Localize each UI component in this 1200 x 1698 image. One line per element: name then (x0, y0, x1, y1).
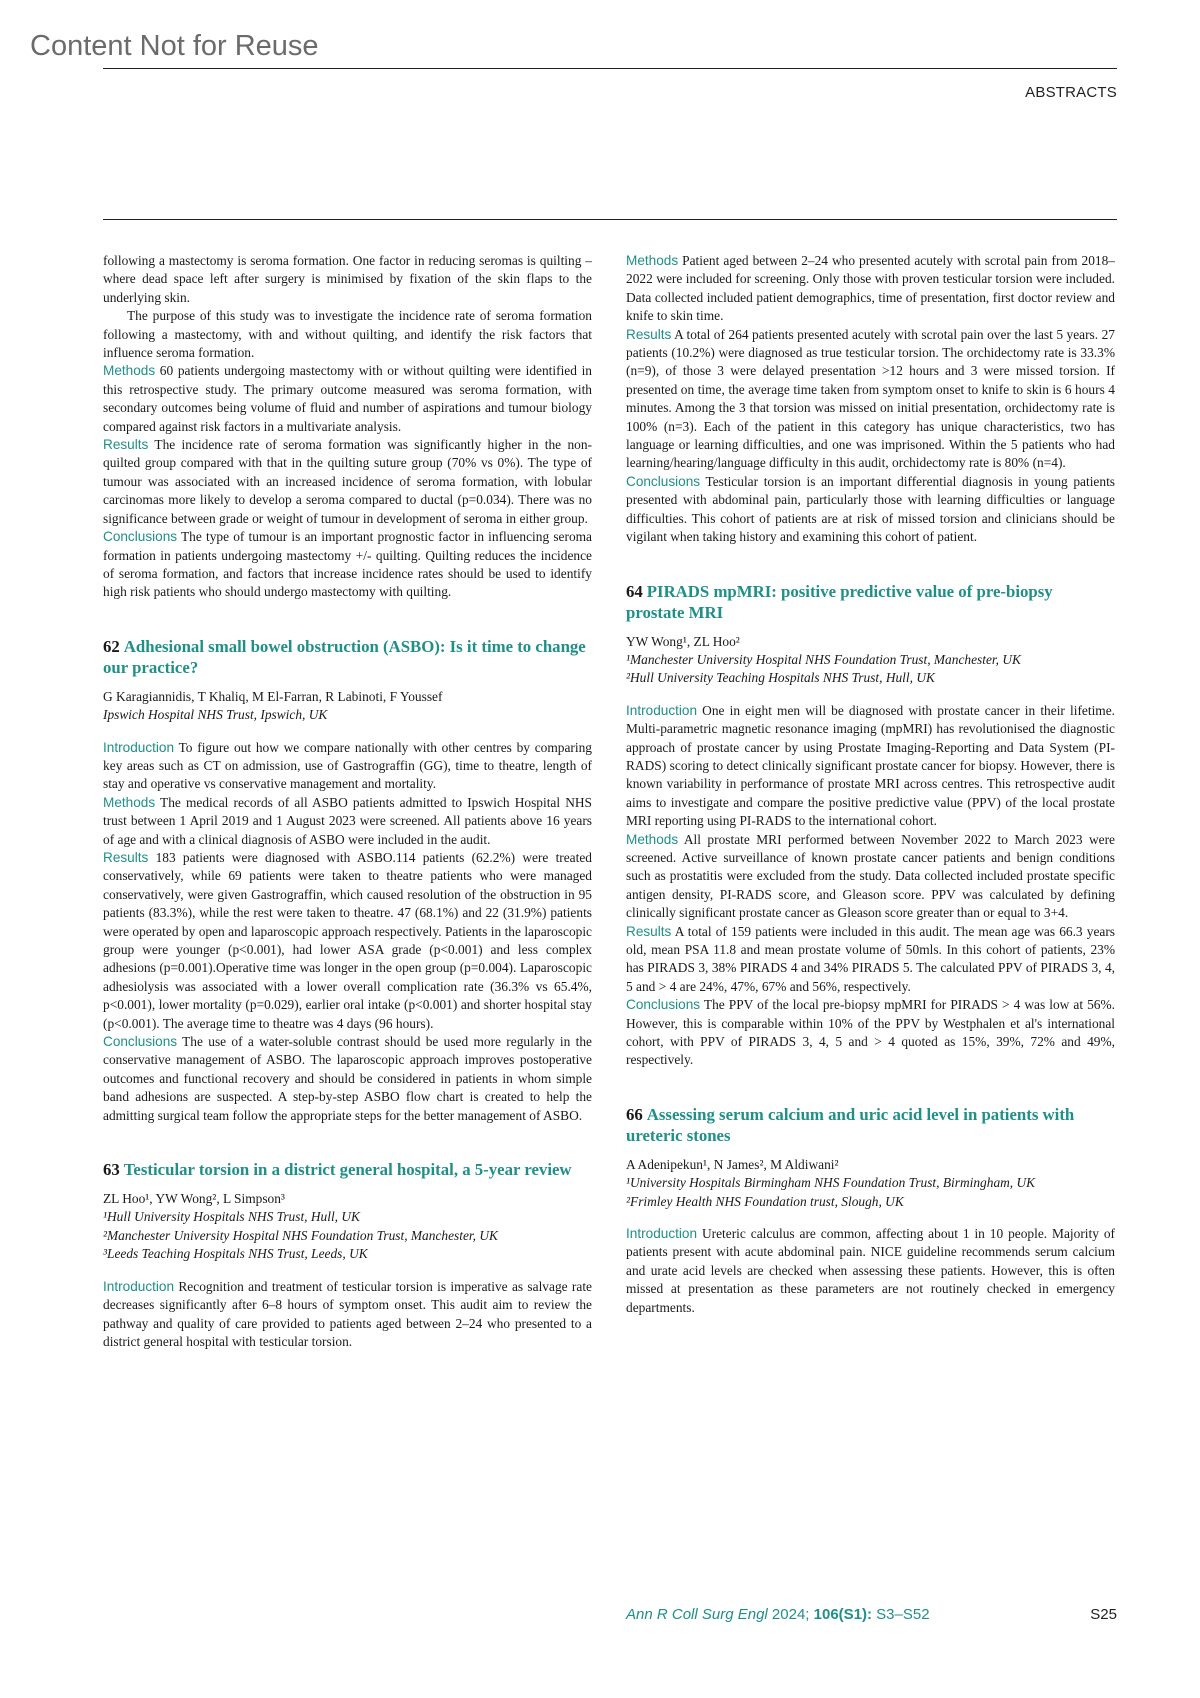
abstract-63-affiliation-3: ³Leeds Teaching Hospitals NHS Trust, Leeds, UK (103, 1246, 368, 1262)
abstract-63-affiliation-1: ¹Hull University Hospitals NHS Trust, Hull, UK (103, 1209, 360, 1225)
content-top-rule (103, 219, 1117, 220)
footer-journal-name: Ann R Coll Surg Engl (626, 1606, 768, 1623)
results-label: Results (103, 849, 149, 865)
abstract-63-affiliation-2: ²Manchester University Hospital NHS Foundation Trust, Manchester, UK (103, 1227, 498, 1243)
abstract-66-introduction (626, 1225, 1115, 1317)
abstract-number: 66 (626, 1104, 643, 1124)
footer-pages: S3–S52 (876, 1606, 930, 1623)
abstract-66-title (626, 1104, 1115, 1146)
methods-label: Methods (103, 363, 156, 379)
abstract-61-paragraph-1: following a mastectomy is seroma formation. One factor in reducing seromas is quilting – where dead space left after surgery is minimised by fixation of the skin flaps to the underlying skin. (103, 253, 592, 305)
results-text: The incidence rate of seroma formation was significantly higher in the non-quilted group compared with that in the quilting suture group (70% vs 0%). The type of tumour was associated with an increased incidence of seroma formation, with lobular carcinomas more likely to develop a seroma compared to ductal (p=0.034). There was no significance between grade or weight of tumour in development of seroma in either group. (103, 437, 592, 526)
conclusions-label: Conclusions (626, 473, 701, 489)
abstract-63-continuation (626, 252, 1115, 547)
abstract-66-affiliation-1: ¹University Hospitals Birmingham NHS Foundation Trust, Birmingham, UK (626, 1175, 1036, 1191)
results-label: Results (626, 326, 672, 342)
introduction-text: Recognition and treatment of testicular torsion is imperative as salvage rate decreases significantly after 6–8 hours of symptom onset. This audit aim to review the pathway and quality of care provided to patients aged between 2–24 who presented to a district general hospital with testicular torsion. (103, 1278, 592, 1349)
methods-label: Methods (626, 253, 679, 268)
title-text: PIRADS mpMRI: positive predictive value of pre-biopsy prostate MRI (626, 581, 1053, 622)
abstract-64-title (626, 581, 1115, 623)
abstract-62-introduction (103, 739, 592, 794)
methods-label: Methods (103, 794, 156, 810)
methods-label: Methods (626, 831, 679, 847)
methods-text: 60 patients undergoing mastectomy with or without quilting were identified in this retrospective study. The primary outcome measured was seroma formation, with secondary outcomes being volume of fluid and number of aspirations and tumour biology compared against risk factors in a multivariate analysis. (103, 363, 592, 434)
conclusions-label: Conclusions (103, 529, 178, 545)
abstract-number: 62 (103, 636, 120, 656)
abstract-64-methods (626, 831, 1115, 923)
introduction-text: Ureteric calculus are common, affecting about 1 in 10 people. Majority of patients present with acute abdominal pain. NICE guideline recommends serum calcium and urate acid levels are checked when assessing these patients. However, this is often missed at presentation as these parameters are not routinely checked in emergency departments. (626, 1226, 1115, 1315)
abstract-number: 63 (103, 1160, 120, 1180)
title-text: Adhesional small bowel obstruction (ASBO): Is it time to change our practice? (103, 636, 586, 677)
abstract-64-conclusions (626, 996, 1115, 1070)
results-text: 183 patients were diagnosed with ASBO.114 patients (62.2%) were treated conservatively, while 69 patients were taken to theatre patients who were managed conservatively, were given Gastrograffin, which caused resolution of the obstruction in 95 patients (83.3%), while the rest were taken to theatre. 47 (68.1%) and 22 (31.9%) patients were operated by open and laparoscopic approach respectively. Patients in the laparoscopic group were younger (p<0.001), had lower ASA grade (p<0.001) and less complex adhesions (p=0.001).Operative time was longer in the open group (p=0.004). Laparoscopic adhesiolysis was associated with a lower overall complication rate (36.3% vs 65.4%, p<0.001), lower mortality (p=0.029), earlier oral intake (p<0.001) and shorter hospital stay (p<0.001). The average time to theatre was 4 days (96 hours). (103, 849, 592, 1031)
footer-year: 2024; (771, 1606, 810, 1623)
methods-text: All prostate MRI performed between November 2022 to March 2023 were screened. Active surveillance of known prostate cancer patients and benign conditions such as prostatitis were excluded from the study. Data collected included prostate specific antigen density, PI-RADS score, and Gleason score. PPV was calculated by defining clinically significant prostate cancer as Gleason score greater than or equal to 3+4. (626, 831, 1115, 921)
introduction-label: Introduction (103, 1278, 175, 1294)
abstract-66 (626, 1104, 1115, 1317)
abstract-64-affiliation-1: ¹Manchester University Hospital NHS Foundation Trust, Manchester, UK (626, 651, 1021, 667)
footer-citation (626, 1606, 930, 1623)
abstract-64-introduction (626, 702, 1115, 831)
abstract-62-title (103, 636, 592, 678)
introduction-label: Introduction (626, 702, 698, 718)
abstract-64-authors: YW Wong¹, ZL Hoo² (626, 633, 740, 649)
abstract-66-affiliation-2: ²Frimley Health NHS Foundation trust, Slough, UK (626, 1193, 904, 1209)
section-label: ABSTRACTS (1025, 84, 1117, 101)
page-number: S25 (1090, 1606, 1117, 1623)
methods-text: The medical records of all ASBO patients admitted to Ipswich Hospital NHS trust between 1 April 2019 and 1 August 2023 were screened. All patients above 16 years of age and with a clinical diagnosis of ASBO were included in the audit. (103, 794, 592, 847)
abstract-63-results (626, 326, 1115, 473)
title-text: Testicular torsion in a district general hospital, a 5-year review (123, 1160, 572, 1180)
abstract-62-results (103, 849, 592, 1033)
abstract-64-affiliation-2: ²Hull University Teaching Hospitals NHS Trust, Hull, UK (626, 670, 935, 686)
abstract-62-conclusions (103, 1033, 592, 1125)
results-text: A total of 159 patients were included in this audit. The mean age was 66.3 years old, mean PSA 11.8 and mean prostate volume of 50mls. In this cohort of patients, 23% has PIRADS 3, 38% PIRADS 4 and 34% PIRADS 5. The calculated PPV of PIRADS 3, 4, 5 and > 4 are 24%, 47%, 67% and 56%, respectively. (626, 923, 1116, 994)
introduction-label: Introduction (103, 739, 175, 755)
left-column (103, 252, 592, 1351)
abstract-62-authors: G Karagiannidis, T Khaliq, M El-Farran, R Labinoti, F Youssef (103, 688, 443, 704)
abstract-63-conclusions (626, 473, 1115, 547)
abstract-61-paragraph-2: The purpose of this study was to investigate the incidence rate of seroma formation following a mastectomy, with and without quilting, and identify the risk factors that influence seroma formation. (103, 308, 592, 361)
abstract-61-conclusions (103, 528, 592, 602)
conclusions-text: The use of a water-soluble contrast should be used more regularly in the conservative management of ASBO. The laparoscopic approach improves postoperative outcomes and functional recovery and should be considered in patients in whom simple band adhesions are suspected. A step-by-step ASBO flow chart is created to help the admitting surgical team follow the appropriate steps for the better management of ASBO. (103, 1034, 592, 1123)
introduction-label: Introduction (626, 1226, 698, 1242)
watermark-text: Content Not for Reuse (30, 30, 319, 62)
abstract-63-methods (626, 252, 1115, 326)
abstract-61-continuation (103, 252, 592, 602)
introduction-text: To figure out how we compare nationally with other centres by comparing key areas such as CT on admission, use of Gastrograffin (GG), time to theatre, length of stay and operative vs conservative management and mortality. (103, 739, 593, 792)
abstract-63-authors: ZL Hoo¹, YW Wong², L Simpson³ (103, 1191, 285, 1207)
methods-text: Patient aged between 2–24 who presented acutely with scrotal pain from 2018–2022 were included for screening. Only those with proven testicular torsion were included. Data collected included patient demographics, time of presentation, first doctor review and knife to skin time. (626, 253, 1115, 324)
abstract-63 (103, 1159, 592, 1351)
abstract-64-results (626, 923, 1115, 997)
abstract-63-title (103, 1159, 592, 1180)
results-label: Results (103, 437, 149, 453)
abstract-61-results (103, 436, 592, 528)
abstract-61-methods (103, 362, 592, 436)
conclusions-label: Conclusions (626, 997, 701, 1013)
abstract-63-introduction (103, 1278, 592, 1352)
conclusions-text: Testicular torsion is an important differential diagnosis in young patients presented with abdominal pain, particularly those with learning difficulties or language difficulties. This cohort of patients are at risk of missed torsion and clinicians should be vigilant when taking history and examining this cohort of patient. (626, 473, 1115, 545)
footer-volume: 106(S1): (813, 1606, 872, 1623)
header-rule (103, 68, 1117, 69)
right-column (626, 252, 1115, 1317)
abstract-62-methods (103, 794, 592, 849)
introduction-text: One in eight men will be diagnosed with prostate cancer in their lifetime. Multi-parametric magnetic resonance imaging (mpMRI) has revolutionised the diagnostic approach of prostate cancer by using Prostate Imaging-Reporting and Data System (PI-RADS) scoring to detect clinically significant prostate cancer for biopsy. However, there is known variability in performance of prostate MRI across centres. This retrospective audit aims to investigate and compare the positive predictive value (PPV) of the local prostate MRI reporting using PI-RADS to the international cohort. (626, 702, 1115, 829)
conclusions-text: The PPV of the local pre-biopsy mpMRI for PIRADS > 4 was low at 56%. However, this is comparable within 10% of the PPV by Westphalen et al's international cohort, with PPV of PIRADS 3, 4, 5 and > 4 quoted as 15%, 39%, 72% and 49%, respectively. (626, 997, 1115, 1068)
abstract-64 (626, 581, 1115, 1070)
conclusions-text: The type of tumour is an important prognostic factor in influencing seroma formation in patients undergoing mastectomy +/- quilting. Quilting reduces the incidence of seroma formation, and factors that increase incidence rates should be used to identify high risk patients who should undergo mastectomy with quilting. (103, 529, 592, 600)
title-text: Assessing serum calcium and uric acid level in patients with ureteric stones (626, 1104, 1075, 1145)
abstract-62 (103, 636, 592, 1125)
abstract-66-authors: A Adenipekun¹, N James², M Aldiwani² (626, 1156, 839, 1172)
results-label: Results (626, 923, 672, 939)
results-text: A total of 264 patients presented acutely with scrotal pain over the last 5 years. 27 patients (10.2%) were diagnosed as true testicular torsion. The orchidectomy rate is 33.3% (n=9), of those 3 were delayed presentation >12 hours and 3 were missed torsion. If presented on time, the average time taken from symptom onset to knife to skin is 6 hours 4 minutes. Among the 3 that torsion was missed on initial presentation, orchidectomy rate is 100% (n=3). Each of the patient in this category has unique characteristics, two has language or learning difficulties, and one was imprisoned. Within the 5 patients who had learning/hearing/language difficulty in this audit, orchidectomy rate is 80% (n=4). (626, 326, 1115, 471)
abstract-number: 64 (626, 581, 643, 601)
abstract-62-affiliation: Ipswich Hospital NHS Trust, Ipswich, UK (103, 707, 328, 723)
conclusions-label: Conclusions (103, 1034, 178, 1050)
